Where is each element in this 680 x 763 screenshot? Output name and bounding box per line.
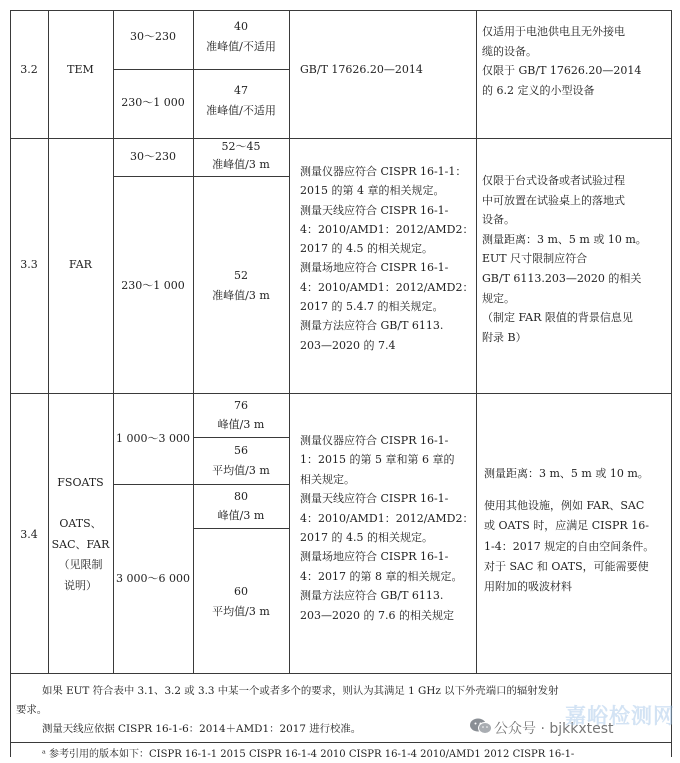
note-line: 1-4：2017 规定的自由空间条件。 [484, 539, 655, 553]
standard-line: 2015 的第 4 章的相关规定。 [300, 184, 445, 198]
note-line: 用附加的吸波材料 [484, 580, 572, 594]
facility-line: 说明） [64, 578, 97, 592]
standard-line: 1：2015 的第 5 章和第 6 章的 [300, 453, 455, 467]
col-divider [476, 10, 477, 673]
standard-line: 203—2020 的 7.4 [300, 338, 396, 352]
facility-line: OATS、 [59, 517, 102, 530]
frequency-range: 30～230 [130, 30, 176, 43]
frequency-range: 30～230 [130, 150, 176, 163]
standard-line: 4：2010/AMD1：2012/AMD2： [300, 280, 474, 294]
watermark-text: 公众号 · bjkkxtest [494, 721, 614, 737]
note-line: 缆的设备。 [482, 44, 537, 58]
frequency-range: 1 000～3 000 [116, 432, 190, 445]
detector-type: 平均值/3 m [212, 464, 270, 477]
standard-line: 2017 的 4.5 的相关规定。 [300, 242, 433, 256]
footnote: ᵃ 参考引用的版本如下：CISPR 16-1-1 2015 CISPR 16-1-4 2010 CISPR 16-1-4 2010/AMD1 2012 CISPR 16-1- [42, 749, 575, 760]
col-border-right [671, 10, 672, 757]
col-divider [289, 10, 290, 673]
detector-type: 准峰值/不适用 [206, 40, 276, 53]
row-divider [10, 393, 672, 394]
limit-value: 40 [234, 20, 248, 33]
notes-cell [484, 496, 654, 597]
note-line: 使用其他设施，例如 FAR、SAC [484, 499, 645, 512]
note-line: 仅适用于电池供电且无外接电 [482, 25, 625, 38]
standard-line: 4：2010/AMD1：2012/AMD2： [300, 511, 474, 525]
freq-divider [113, 69, 289, 70]
detector-type: 平均值/3 m [212, 605, 270, 618]
col-border-left [10, 10, 11, 757]
freq-divider [113, 484, 289, 485]
notes-cell [482, 22, 641, 100]
limit-value: 52～45 [221, 140, 261, 153]
footer-divider [10, 742, 672, 743]
frequency-range: 230～1 000 [121, 279, 185, 292]
facility-type: FAR [69, 258, 92, 271]
wechat-icon [470, 717, 492, 739]
row-number: 3.3 [20, 258, 38, 271]
standard-reference [300, 162, 473, 355]
note-line: 规定。 [482, 291, 515, 305]
standard-line: 2017 的 4.5 的相关规定。 [300, 531, 433, 545]
notes-cell [482, 171, 647, 347]
row-number: 3.4 [20, 528, 38, 541]
watermark-brand: 嘉峪检测网 [565, 704, 675, 728]
detector-type: 准峰值/3 m [212, 289, 270, 302]
standard-line: 测量仪器应符合 CISPR 16-1- [300, 434, 449, 447]
detector-type: 准峰值/3 m [212, 158, 270, 171]
note-line: 的 6.2 定义的小型设备 [482, 83, 595, 97]
standard-line: 2017 的 5.4.7 的相关规定。 [300, 300, 444, 314]
standard-line: 测量仪器应符合 CISPR 16-1-1： [300, 165, 467, 178]
limit-value: 47 [234, 84, 248, 97]
facility-line: （见限制 [58, 558, 103, 571]
limit-value: 80 [234, 490, 248, 503]
standard-line: 4：2010/AMD1：2012/AMD2： [300, 222, 474, 236]
frequency-range: 3 000～6 000 [116, 572, 190, 585]
limit-value: 56 [234, 444, 248, 457]
standard-line: 4：2017 的第 8 章的相关规定。 [300, 569, 463, 583]
standard-line: 测量天线应符合 CISPR 16-1- [300, 203, 449, 217]
row-divider [10, 138, 672, 139]
footer-note: 测量天线应依据 CISPR 16-1-6：2014＋AMD1：2017 进行校准。 [42, 723, 362, 735]
standard-line: 测量场地应符合 CISPR 16-1- [300, 550, 449, 564]
note-line: 设备。 [482, 213, 515, 227]
standard-line: 测量方法应符合 GB/T 6113. [300, 589, 444, 603]
limit-value: 76 [234, 399, 248, 412]
standard-reference: GB/T 17626.20—2014 [300, 63, 423, 76]
freq-divider [113, 176, 289, 177]
facility-type: TEM [67, 63, 94, 76]
detector-type: 峰值/3 m [217, 418, 265, 431]
value-divider [193, 437, 289, 438]
standard-line: 相关规定。 [300, 472, 355, 486]
footer-note: 要求。 [16, 704, 48, 716]
detector-type: 准峰值/不适用 [206, 104, 276, 117]
limit-value: 52 [234, 269, 248, 282]
limit-value: 60 [234, 585, 248, 598]
detector-type: 峰值/3 m [217, 509, 265, 522]
facility-line [48, 494, 113, 515]
note-line: 测量距离：3 m、5 m 或 10 m。 [484, 467, 649, 480]
note-line: EUT 尺寸限制应符合 [482, 252, 588, 266]
note-line: 附录 B） [482, 330, 527, 344]
note-line: 中可放置在试验桌上的落地式 [482, 193, 625, 207]
note-line: 仅限于 GB/T 17626.20—2014 [482, 64, 642, 77]
standard-line: 203—2020 的 7.6 的相关规定 [300, 608, 454, 622]
standard-line: 测量天线应符合 CISPR 16-1- [300, 492, 449, 506]
standard-line: 测量方法应符合 GB/T 6113. [300, 319, 444, 333]
row-divider [10, 673, 672, 674]
facility-type [48, 473, 113, 596]
standard-reference [300, 431, 473, 625]
note-line: （制定 FAR 限值的背景信息见 [482, 311, 633, 325]
note-line: GB/T 6113.203—2020 的相关 [482, 271, 642, 285]
facility-line: FSOATS [57, 476, 104, 489]
note-line: 或 OATS 时，应满足 CISPR 16- [484, 519, 649, 533]
standard-line: 测量场地应符合 CISPR 16-1- [300, 261, 449, 275]
footer-note: 如果 EUT 符合表中 3.1、3.2 或 3.3 中某一个或者多个的要求，则认为其满足 1 GHz 以下外壳端口的辐射发射 [42, 685, 559, 697]
note-line: 测量距离：3 m、5 m 或 10 m。 [482, 232, 647, 246]
value-divider [193, 528, 289, 529]
note-line: 仅限于台式设备或者试验过程 [482, 174, 625, 187]
table-border-top [10, 10, 672, 11]
row-number: 3.2 [20, 63, 38, 76]
note-line: 对于 SAC 和 OATS，可能需要使 [484, 559, 649, 573]
facility-line: SAC、FAR [51, 537, 110, 551]
frequency-range: 230～1 000 [121, 96, 185, 109]
